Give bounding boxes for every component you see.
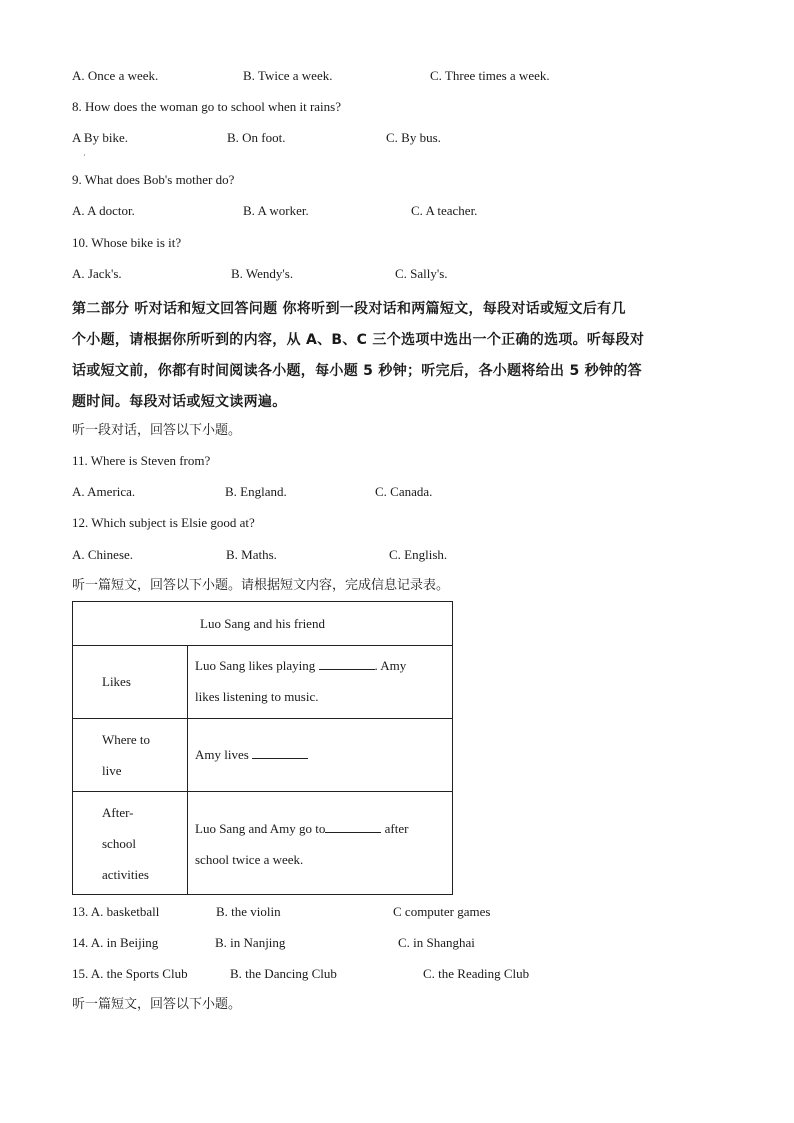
section-two-line-2: 个小题，请根据你所听到的内容，从 A、B、C 三个选项中选出一个正确的选项。听每段对 [72,332,645,348]
table-divider [73,645,452,646]
after-label-line-3: activities [102,867,149,882]
q8-option-a: A By bike. [72,130,128,145]
where-label-line-2: live [102,763,122,778]
q12-option-c: C. English. [389,547,448,562]
section-two-line-4: 题时间。每段对话或短文读两遍。 [72,394,287,410]
q11-option-a: A. America. [72,484,136,499]
q14-option-a: 14. A. in Beijing [72,935,159,950]
after-text-start: Luo Sang and Amy go to [195,821,326,836]
after-blank [325,820,381,833]
section-two-instructions [72,294,706,418]
likes-text-end: . Amy [374,658,407,673]
q14-option-c: C. in Shanghai [398,935,475,950]
likes-content-line-1 [195,650,406,681]
section-two-line-1: 第二部分 听对话和短文回答问题 你将听到一段对话和两篇短文，每段对话或短文后有几 [72,301,626,317]
where-content [195,739,308,770]
q11-question: 11. Where is Steven from? [72,453,211,468]
q11-option-b: B. England. [225,484,287,499]
q9-option-b: B. A worker. [243,203,309,218]
stray-dot-mark: · [83,151,86,160]
q13-option-c: C computer games [393,904,491,919]
q13-option-b: B. the violin [216,904,281,919]
q9-option-a: A. A doctor. [72,203,135,218]
likes-content-line-2: likes listening to music. [195,689,319,704]
q8-question: 8. How does the woman go to school when it rains? [72,99,341,114]
likes-label: Likes [102,674,131,689]
q7-option-a: A. Once a week. [72,68,159,83]
where-label-line-1: Where to [102,732,151,747]
q14-option-b: B. in Nanjing [215,935,286,950]
likes-text-start: Luo Sang likes playing [195,658,319,673]
q12-option-a: A. Chinese. [72,547,134,562]
section-two-line-3: 话或短文前，你都有时间阅读各小题，每小题 5 秒钟；听完后，各小题将给出 5 秒钟的答 [72,363,642,379]
table-divider [73,791,452,792]
q12-question: 12. Which subject is Elsie good at? [72,515,255,530]
q9-option-c: C. A teacher. [411,203,478,218]
q10-option-a: A. Jack's. [72,266,122,281]
q10-option-c: C. Sally's. [395,266,448,281]
dialogue-instruction: 听一段对话，回答以下小题。 [72,423,242,438]
q7-option-b: B. Twice a week. [243,68,333,83]
q15-option-c: C. the Reading Club [423,966,530,981]
q10-option-b: B. Wendy's. [231,266,294,281]
table-column-divider [187,645,188,894]
table-divider [73,718,452,719]
q8-option-b: B. On foot. [227,130,286,145]
passage-one-instruction: 听一篇短文，回答以下小题。请根据短文内容，完成信息记录表。 [72,578,450,593]
q11-option-c: C. Canada. [375,484,433,499]
q15-option-b: B. the Dancing Club [230,966,337,981]
q8-option-c: C. By bus. [386,130,441,145]
q13-option-a: 13. A. basketball [72,904,160,919]
where-text: Amy lives [195,747,253,762]
after-content-line-2: school twice a week. [195,852,304,867]
q9-question: 9. What does Bob's mother do? [72,172,235,187]
after-content-line-1 [195,813,408,844]
after-label-line-1: After- [102,805,134,820]
passage-two-instruction: 听一篇短文，回答以下小题。 [72,997,242,1012]
likes-blank [319,657,375,670]
q15-option-a: 15. A. the Sports Club [72,966,188,981]
q12-option-b: B. Maths. [226,547,277,562]
after-text-end: after [381,821,409,836]
table-title: Luo Sang and his friend [200,616,325,631]
info-record-table [72,601,453,895]
where-blank [252,746,308,759]
after-label-line-2: school [102,836,136,851]
q10-question: 10. Whose bike is it? [72,235,182,250]
q7-option-c: C. Three times a week. [430,68,550,83]
